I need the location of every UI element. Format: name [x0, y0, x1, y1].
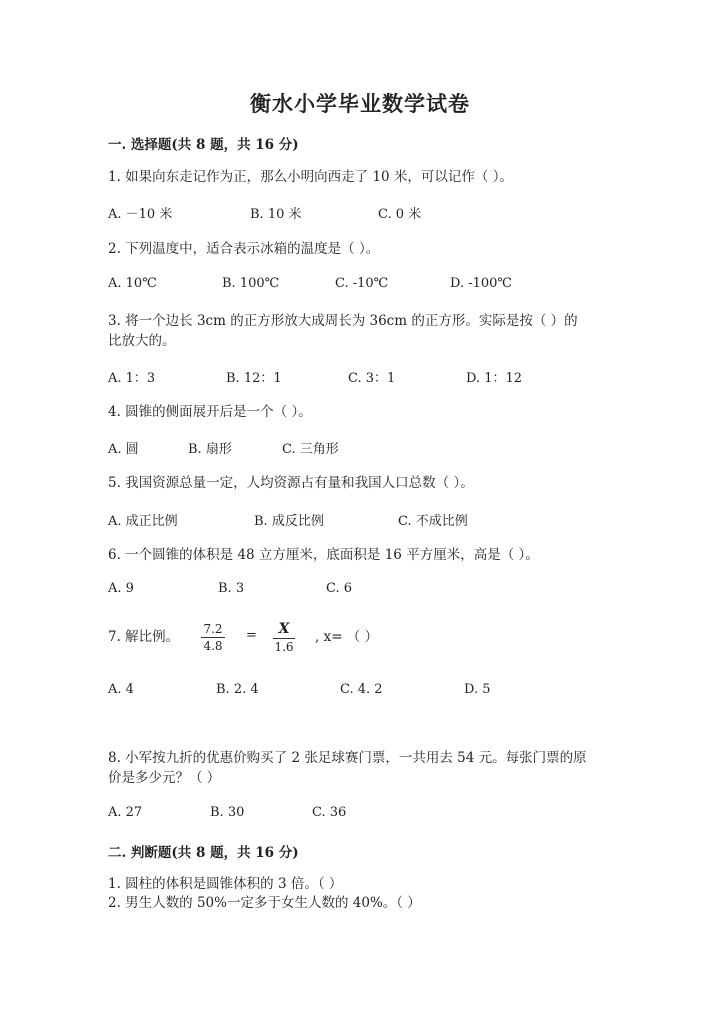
question-8-line-2: 价是多少元？（ ）: [108, 770, 221, 786]
q2-option-d: D. -100℃: [450, 276, 512, 291]
q7-option-d: D. 5: [464, 682, 491, 697]
q2-option-a: A. 10℃: [108, 276, 157, 291]
q7-option-b: B. 2. 4: [216, 682, 259, 697]
q8-option-a: A. 27: [108, 805, 143, 820]
q4-option-a: A. 圆: [108, 442, 139, 457]
question-6: 6. 一个圆锥的体积是 48 立方厘米，底面积是 16 平方厘米，高是（ ）。: [108, 547, 539, 563]
q3-option-b: B. 12：1: [226, 371, 282, 386]
fraction-left: [201, 622, 225, 653]
judgement-question-1: 1. 圆柱的体积是圆锥体积的 3 倍。（ ）: [108, 876, 343, 892]
question-8-line-1: 8. 小军按九折的优惠价购买了 2 张足球赛门票，一共用去 54 元。每张门票的原: [108, 750, 587, 766]
question-2: 2. 下列温度中，适合表示冰箱的温度是（ ）。: [108, 241, 380, 257]
judgement-question-2: 2. 男生人数的 50%一定多于女生人数的 40%。（ ）: [108, 895, 421, 911]
q7-option-c: C. 4. 2: [340, 682, 383, 697]
question-7: 7. 解比例。: [108, 629, 180, 645]
q8-option-b: B. 30: [210, 805, 245, 820]
fraction-left-denominator: 4.8: [203, 639, 223, 653]
question-7-answer-blank: , x= （ ）: [315, 629, 379, 645]
q1-option-b: B. 10 米: [250, 207, 302, 222]
section-heading-choice: 一. 选择题(共 8 题，共 16 分): [108, 137, 299, 153]
q4-option-c: C. 三角形: [282, 442, 339, 457]
question-4: 4. 圆锥的侧面展开后是一个（ ）。: [108, 404, 312, 420]
q5-option-b: B. 成反比例: [254, 514, 324, 529]
page-title: 衡水小学毕业数学试卷: [250, 91, 470, 116]
q5-option-c: C. 不成比例: [398, 514, 468, 529]
question-3-line-1: 3. 将一个边长 3cm 的正方形放大成周长为 36cm 的正方形。实际是按（ ）的: [108, 313, 578, 329]
q6-option-b: B. 3: [218, 581, 245, 596]
q6-option-c: C. 6: [326, 581, 353, 596]
q7-option-a: A. 4: [108, 682, 134, 697]
fraction-right: [273, 621, 295, 654]
question-1: 1. 如果向东走记作为正，那么小明向西走了 10 米，可以记作（ ）。: [108, 169, 513, 185]
q5-option-a: A. 成正比例: [108, 514, 178, 529]
fraction-left-numerator: 7.2: [203, 622, 223, 636]
q2-option-c: C. -10℃: [335, 276, 389, 291]
q3-option-d: D. 1：12: [466, 371, 523, 386]
fraction-right-denominator: 1.6: [274, 640, 294, 654]
section-heading-judgement: 二. 判断题(共 8 题，共 16 分): [108, 845, 299, 861]
q4-option-b: B. 扇形: [188, 442, 232, 457]
q2-option-b: B. 100℃: [222, 276, 280, 291]
fraction-right-numerator: X: [278, 621, 290, 637]
equals-sign: =: [246, 628, 257, 643]
q6-option-a: A. 9: [108, 581, 134, 596]
q1-option-a: A. －10 米: [108, 207, 173, 222]
q3-option-c: C. 3：1: [348, 371, 396, 386]
q3-option-a: A. 1：3: [108, 371, 156, 386]
q8-option-c: C. 36: [312, 805, 347, 820]
question-5: 5. 我国资源总量一定，人均资源占有量和我国人口总数（ ）。: [108, 475, 474, 491]
q1-option-c: C. 0 米: [378, 207, 422, 222]
question-3-line-2: 比放大的。: [108, 333, 176, 349]
